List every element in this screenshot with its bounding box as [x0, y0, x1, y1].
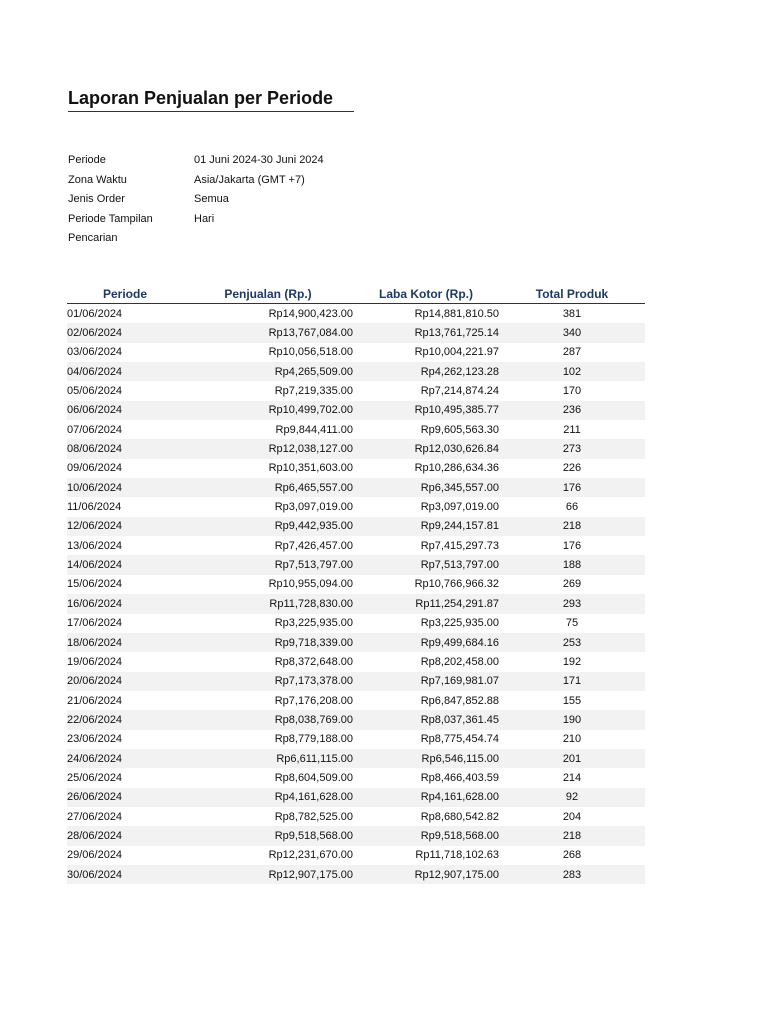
cell-periode: 20/06/2024 [67, 672, 183, 691]
table-row [67, 517, 645, 536]
cell-total-produk: 340 [499, 323, 645, 342]
cell-periode: 15/06/2024 [67, 578, 123, 591]
cell-laba-kotor: Rp10,004,221.97 [414, 346, 499, 359]
cell-total-produk: 226 [562, 462, 582, 475]
meta-label: Periode [68, 154, 106, 166]
cell-penjualan: Rp10,056,518.00 [268, 346, 353, 359]
cell-total-produk: 218 [499, 826, 645, 845]
cell-penjualan: Rp13,767,084.00 [183, 323, 353, 342]
cell-laba-kotor: Rp8,037,361.45 [353, 710, 499, 729]
report-title: Laporan Penjualan per Periode [68, 86, 354, 112]
table-row [67, 594, 645, 613]
cell-laba-kotor: Rp13,761,725.14 [353, 323, 499, 342]
cell-laba-kotor: Rp9,244,157.81 [353, 517, 499, 536]
table-row [67, 749, 645, 768]
cell-total-produk: 218 [499, 517, 645, 536]
cell-total-produk: 102 [499, 362, 645, 381]
cell-periode: 27/06/2024 [67, 810, 123, 823]
cell-periode: 17/06/2024 [67, 617, 123, 630]
cell-periode: 23/06/2024 [67, 733, 123, 746]
table-body [67, 304, 645, 885]
cell-periode: 19/06/2024 [67, 655, 123, 668]
table-row [67, 575, 645, 594]
cell-laba-kotor: Rp8,775,454.74 [420, 733, 499, 746]
cell-total-produk: 381 [562, 307, 582, 320]
cell-penjualan: Rp4,265,509.00 [183, 362, 353, 381]
cell-laba-kotor: Rp8,202,458.00 [420, 655, 499, 668]
cell-periode: 06/06/2024 [67, 401, 183, 420]
cell-laba-kotor: Rp12,907,175.00 [353, 865, 499, 884]
meta-row-jenis-order [68, 190, 324, 210]
cell-penjualan: Rp7,426,457.00 [274, 539, 353, 552]
cell-total-produk: 176 [499, 478, 645, 497]
table-row [67, 536, 645, 555]
cell-periode: 03/06/2024 [67, 346, 123, 359]
cell-laba-kotor: Rp7,214,874.24 [420, 385, 499, 398]
cell-penjualan: Rp8,604,509.00 [274, 771, 353, 784]
meta-row-periode-tampilan [68, 210, 324, 230]
meta-value: Hari [194, 212, 215, 225]
table-row [67, 420, 645, 439]
cell-penjualan: Rp14,900,423.00 [268, 307, 353, 320]
cell-penjualan: Rp7,176,208.00 [274, 694, 353, 707]
table-row [67, 614, 645, 633]
cell-penjualan: Rp12,907,175.00 [183, 865, 353, 884]
meta-value: Semua [194, 193, 229, 205]
sales-report-table [67, 284, 645, 884]
cell-penjualan: Rp11,728,830.00 [183, 594, 353, 613]
cell-penjualan: Rp10,499,702.00 [183, 401, 353, 420]
cell-laba-kotor: Rp12,030,626.84 [353, 439, 499, 458]
cell-periode: 21/06/2024 [67, 694, 123, 707]
cell-penjualan: Rp8,782,525.00 [274, 810, 353, 823]
cell-periode: 07/06/2024 [67, 423, 123, 436]
cell-penjualan: Rp9,718,339.00 [183, 633, 353, 652]
cell-penjualan: Rp9,518,568.00 [183, 826, 353, 845]
meta-label: Jenis Order [68, 193, 125, 205]
table-row [67, 401, 645, 420]
cell-penjualan: Rp7,513,797.00 [183, 555, 353, 574]
cell-laba-kotor: Rp4,161,628.00 [353, 788, 499, 807]
meta-row-pencarian [68, 229, 324, 249]
cell-penjualan: Rp8,779,188.00 [274, 733, 353, 746]
cell-laba-kotor: Rp7,513,797.00 [353, 555, 499, 574]
table-row [67, 730, 645, 749]
cell-laba-kotor: Rp6,847,852.88 [420, 694, 499, 707]
table-row [67, 439, 645, 458]
table-row [67, 652, 645, 671]
cell-total-produk: 176 [562, 539, 582, 552]
cell-total-produk: 192 [562, 655, 582, 668]
cell-penjualan: Rp12,038,127.00 [183, 439, 353, 458]
cell-penjualan: Rp7,173,378.00 [183, 672, 353, 691]
cell-periode: 22/06/2024 [67, 710, 183, 729]
cell-total-produk: 170 [562, 385, 582, 398]
table-row [67, 865, 645, 884]
table-row [67, 846, 645, 865]
table-row [67, 788, 645, 807]
table-row [67, 497, 645, 516]
report-meta [68, 151, 324, 249]
meta-row-periode [68, 151, 324, 171]
column-header-penjualan: Penjualan (Rp.) [183, 284, 353, 304]
table-row [67, 362, 645, 381]
cell-laba-kotor: Rp6,345,557.00 [353, 478, 499, 497]
cell-penjualan: Rp8,038,769.00 [183, 710, 353, 729]
cell-penjualan: Rp9,442,935.00 [183, 517, 353, 536]
cell-total-produk: 268 [562, 849, 582, 862]
table-row [67, 710, 645, 729]
cell-total-produk: 155 [562, 694, 582, 707]
column-header-total-produk: Total Produk [499, 284, 645, 304]
cell-total-produk: 214 [562, 771, 582, 784]
meta-value: Asia/Jakarta (GMT +7) [194, 173, 305, 186]
cell-total-produk: 293 [499, 594, 645, 613]
cell-laba-kotor: Rp9,499,684.16 [353, 633, 499, 652]
table-row [67, 807, 645, 826]
cell-total-produk: 204 [562, 810, 582, 823]
cell-total-produk: 188 [499, 555, 645, 574]
cell-penjualan: Rp8,372,648.00 [274, 655, 353, 668]
cell-laba-kotor: Rp7,415,297.73 [420, 539, 499, 552]
meta-value: 01 Juni 2024-30 Juni 2024 [194, 154, 324, 166]
cell-periode: 18/06/2024 [67, 633, 183, 652]
cell-total-produk: 201 [499, 749, 645, 768]
cell-total-produk: 283 [499, 865, 645, 884]
cell-laba-kotor: Rp9,518,568.00 [353, 826, 499, 845]
cell-periode: 29/06/2024 [67, 849, 123, 862]
cell-laba-kotor: Rp10,495,385.77 [353, 401, 499, 420]
cell-penjualan: Rp10,955,094.00 [268, 578, 353, 591]
cell-periode: 24/06/2024 [67, 749, 183, 768]
cell-total-produk: 253 [499, 633, 645, 652]
table-row [67, 691, 645, 710]
cell-total-produk: 171 [499, 672, 645, 691]
table-row [67, 826, 645, 845]
meta-label: Pencarian [68, 232, 118, 244]
cell-laba-kotor: Rp9,605,563.30 [420, 423, 499, 436]
meta-label: Periode Tampilan [68, 212, 153, 225]
meta-label: Zona Waktu [68, 173, 127, 186]
cell-periode: 02/06/2024 [67, 323, 183, 342]
cell-total-produk: 273 [499, 439, 645, 458]
cell-penjualan: Rp7,219,335.00 [274, 385, 353, 398]
cell-total-produk: 236 [499, 401, 645, 420]
cell-periode: 16/06/2024 [67, 594, 183, 613]
cell-total-produk: 75 [565, 617, 579, 630]
cell-total-produk: 92 [499, 788, 645, 807]
cell-periode: 26/06/2024 [67, 788, 183, 807]
cell-laba-kotor: Rp11,718,102.63 [415, 849, 499, 862]
cell-penjualan: Rp3,097,019.00 [274, 501, 353, 514]
table-row [67, 768, 645, 787]
cell-penjualan: Rp3,225,935.00 [274, 617, 353, 630]
cell-laba-kotor: Rp4,262,123.28 [353, 362, 499, 381]
cell-penjualan: Rp12,231,670.00 [268, 849, 353, 862]
cell-total-produk: 66 [565, 501, 579, 514]
cell-laba-kotor: Rp14,881,810.50 [414, 307, 499, 320]
cell-total-produk: 211 [563, 423, 581, 436]
table-row [67, 555, 645, 574]
cell-periode: 01/06/2024 [67, 307, 123, 320]
cell-periode: 10/06/2024 [67, 478, 183, 497]
cell-penjualan: Rp6,611,115.00 [183, 749, 353, 768]
table-row [67, 381, 645, 400]
meta-row-zona-waktu [68, 171, 324, 191]
cell-laba-kotor: Rp7,169,981.07 [353, 672, 499, 691]
cell-periode: 05/06/2024 [67, 385, 123, 398]
cell-laba-kotor: Rp6,546,115.00 [353, 749, 499, 768]
cell-periode: 12/06/2024 [67, 517, 183, 536]
cell-penjualan: Rp6,465,557.00 [183, 478, 353, 497]
cell-periode: 14/06/2024 [67, 555, 183, 574]
cell-laba-kotor: Rp3,225,935.00 [420, 617, 499, 630]
cell-periode: 30/06/2024 [67, 865, 183, 884]
cell-total-produk: 287 [562, 346, 582, 359]
cell-penjualan: Rp10,351,603.00 [268, 462, 353, 475]
table-row [67, 343, 645, 362]
cell-laba-kotor: Rp11,254,291.87 [353, 594, 499, 613]
cell-laba-kotor: Rp10,286,634.36 [414, 462, 499, 475]
cell-total-produk: 269 [562, 578, 582, 591]
cell-periode: 28/06/2024 [67, 826, 183, 845]
cell-periode: 08/06/2024 [67, 439, 183, 458]
table-row [67, 478, 645, 497]
cell-periode: 04/06/2024 [67, 362, 183, 381]
cell-periode: 11/06/2024 [67, 501, 122, 514]
cell-periode: 13/06/2024 [67, 539, 123, 552]
cell-total-produk: 190 [499, 710, 645, 729]
column-header-laba-kotor: Laba Kotor (Rp.) [353, 284, 499, 304]
cell-penjualan: Rp9,844,411.00 [275, 423, 353, 436]
table-row [67, 633, 645, 652]
table-row [67, 672, 645, 691]
table-row [67, 459, 645, 478]
table-row [67, 323, 645, 342]
cell-laba-kotor: Rp8,466,403.59 [420, 771, 499, 784]
cell-laba-kotor: Rp8,680,542.82 [420, 810, 499, 823]
cell-periode: 09/06/2024 [67, 462, 123, 475]
table-header-row [67, 284, 645, 304]
table-row [67, 304, 645, 324]
cell-total-produk: 210 [562, 733, 582, 746]
cell-penjualan: Rp4,161,628.00 [183, 788, 353, 807]
cell-laba-kotor: Rp10,766,966.32 [414, 578, 499, 591]
column-header-periode: Periode [67, 284, 183, 304]
cell-laba-kotor: Rp3,097,019.00 [420, 501, 499, 514]
cell-periode: 25/06/2024 [67, 771, 123, 784]
